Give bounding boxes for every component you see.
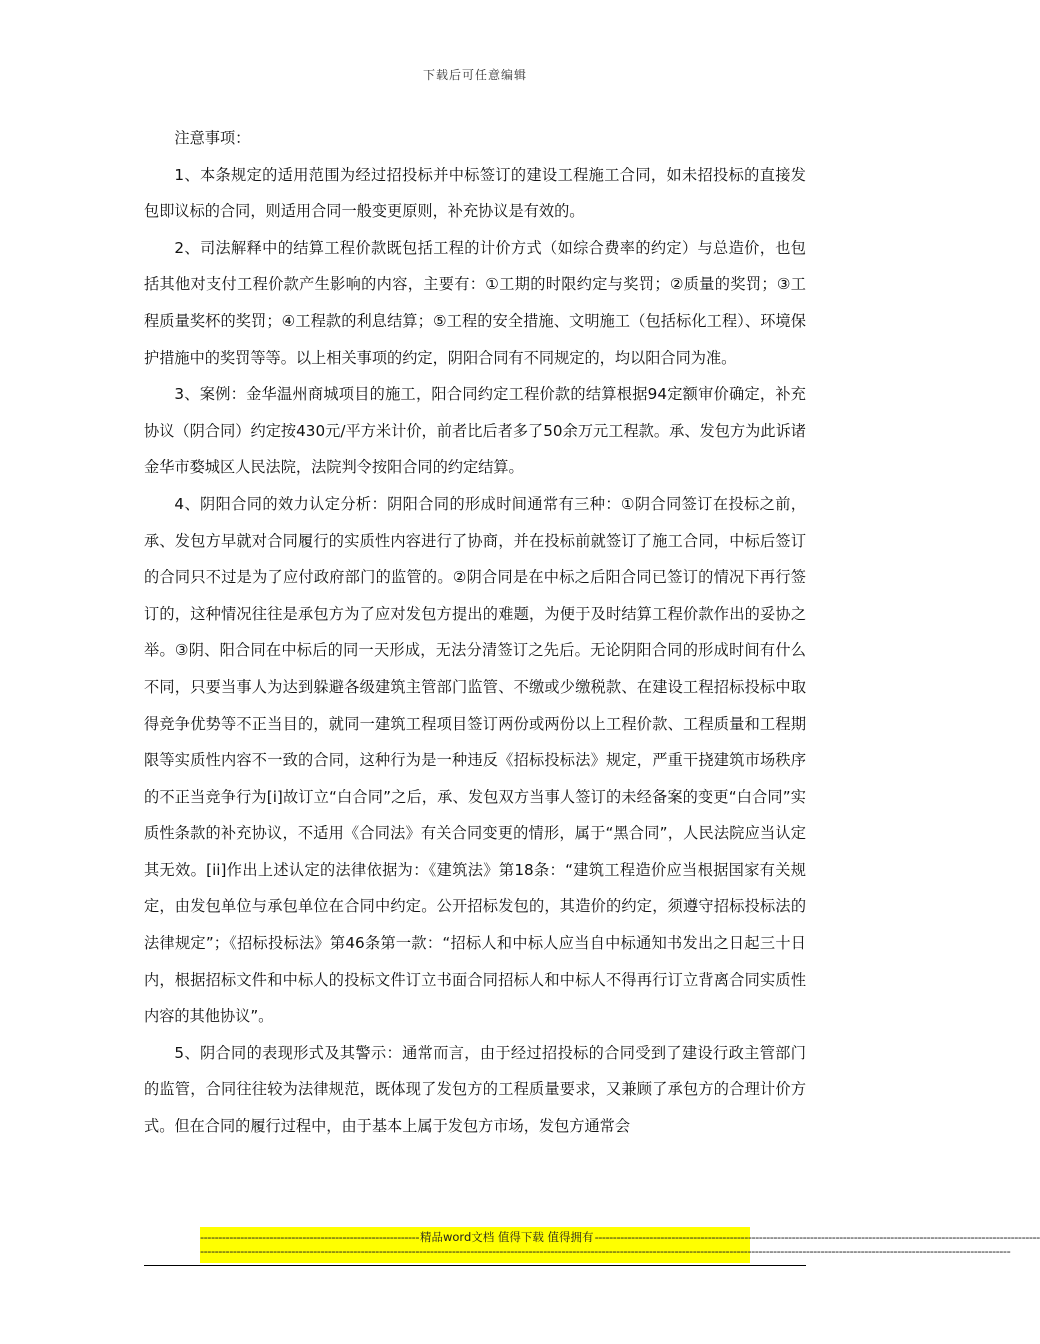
paragraph-5: 5、阴合同的表现形式及其警示：通常而言，由于经过招投标的合同受到了建设行政主管部门的监管，合同往往较为法律规范，既体现了发包方的工程质量要求，又兼顾了承包方的合理计价方式。但在合同的履行过程中，由于基本上属于发包方市场，发包方通常会 xyxy=(144,1043,806,1136)
paragraph-3: 3、案例：金华温州商城项目的施工，阳合同约定工程价款的结算根据94定额审价确定，补充协议（阴合同）约定按430元/平方米计价，前者比后者多了50余万元工程款。承、发包方为此诉诸金华市婺城区人民法院，法院判令按阳合同的约定结算。 xyxy=(144,385,806,477)
paragraph-4: 4、阴阳合同的效力认定分析：阴阳合同的形成时间通常有三种：①阴合同签订在投标之前，承、发包方早就对合同履行的实质性内容进行了协商，并在投标前就签订了施工合同，中标后签订的合同只不过是为了应付政府部门的监管的。②阴合同是在中标之后阳合同已签订的情况下再行签订的，这种情况往往是承包方为了应对发包方提出的难题，为便于及时结算工程价款作出的妥协之举。③阴、阳合同在中标后的同一天形成，无法分清签订之先后。无论阴阳合同的形成时间有什么不同，只要当事人为达到躲避各级建筑主管部门监管、不缴或少缴税款、在建设工程招标投标中取得竞争优势等不正当目的，就同一建筑工程项目签订两份或两份以上工程价款、工程质量和工程期限等实质性内容不一致的合同，这种行为是一种违反《招标投标法》规定，严重干挠建筑市场秩序的不正当竞争行为[i]故订立“白合同”之后，承、发包双方当事人签订的未经备案的变更“白合同”实质性条款的补充协议，不适用《合同法》有关合同变更的情形，属于“黑合同”，人民法院应当认定其无效。[ii]作出上述认定的法律依据为：《建筑法》第18条：“建筑工程造价应当根据国家有关规定，由发包单位与承包单位在合同中约定。公开招标发包的，其造价的约定，须遵守招标投标法的法律规定”；《招标投标法》第46条第一款：“招标人和中标人应当自中标通知书发出之日起三十日内，根据招标文件和中标人的投标文件订立书面合同招标人和中标人不得再行订立背离合同实质性内容的其他协议”。 xyxy=(144,494,806,1026)
document-body xyxy=(144,120,806,1145)
header-note: 下载后可任意编辑 xyxy=(422,68,527,82)
banner-text: 精品word文档 值得下载 值得拥有 xyxy=(419,1230,594,1244)
paragraph-1: 1、本条规定的适用范围为经过招投标并中标签订的建设工程施工合同，如未招投标的直接发包即议标的合同，则适用合同一般变更原则，补充协议是有效的。 xyxy=(144,165,806,221)
banner-dashes-right: -------------------------------------------------------------------------------------------------------------------------- xyxy=(594,1230,1040,1244)
banner-dashes-left: ------------------------------------------------------------ xyxy=(200,1230,419,1244)
banner-line-1 xyxy=(200,1230,1040,1244)
paragraph-notes-heading: 注意事项： xyxy=(174,129,251,147)
paragraph-2: 2、司法解释中的结算工程价款既包括工程的计价方式（如综合费率的约定）与总造价，也包括其他对支付工程价款产生影响的内容，主要有：①工期的时限约定与奖罚；②质量的奖罚；③工程质量奖杯的奖罚；④工程款的利息结算；⑤工程的安全措施、文明施工（包括标化工程）、环境保护措施中的奖罚等等。以上相关事项的约定，阴阳合同有不同规定的，均以阳合同为准。 xyxy=(144,238,806,367)
footer-divider xyxy=(144,1265,806,1266)
footer-banner xyxy=(200,1227,1040,1263)
banner-dashes-full: ------------------------------------------------------------------------------------------------------------------------------------------------------------------------------------------------------------------------------ xyxy=(200,1244,1011,1258)
banner-line-2 xyxy=(200,1244,1011,1258)
